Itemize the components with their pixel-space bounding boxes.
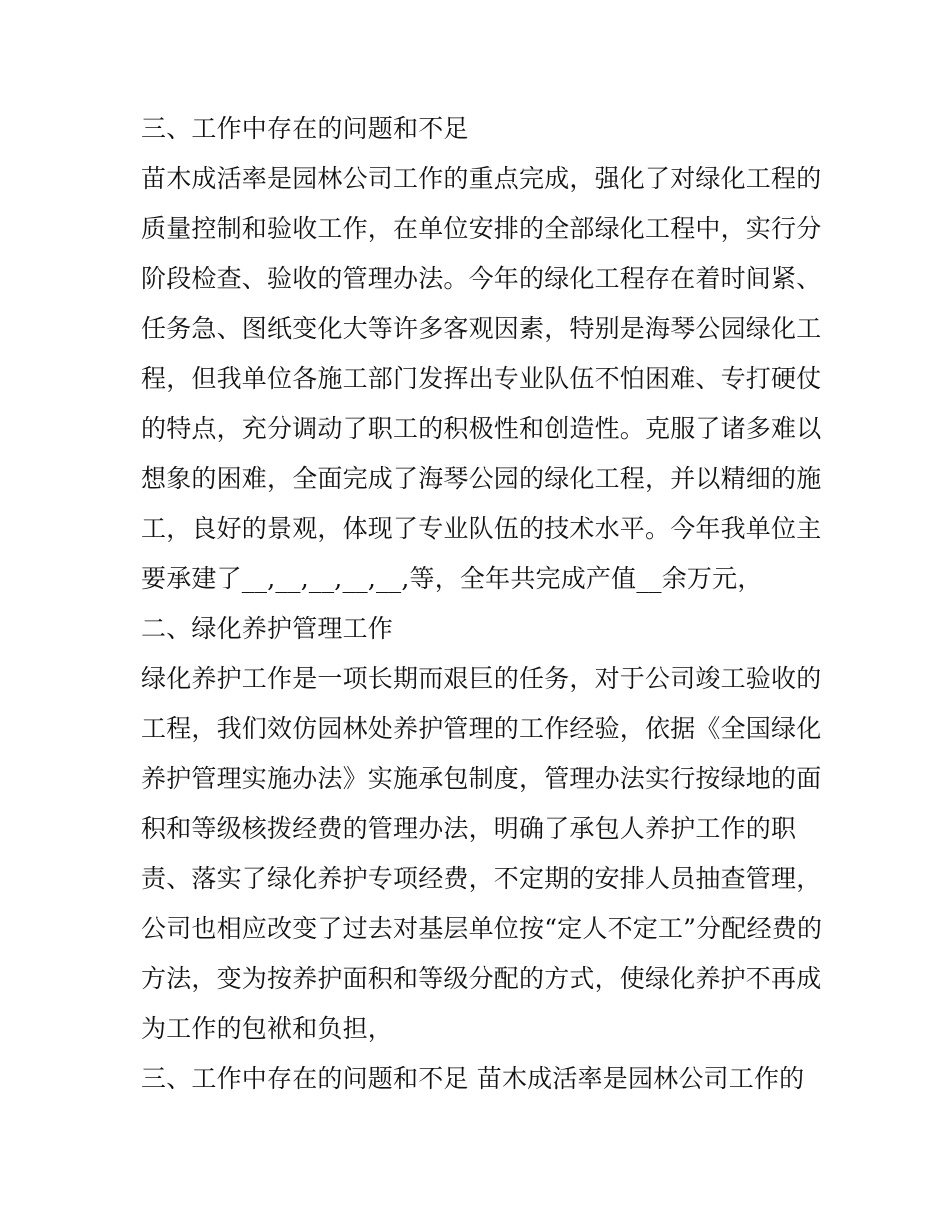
paragraph-line: 责、落实了绿化养护专项经费，不定期的安排人员抽查管理，: [141, 864, 822, 893]
paragraph-line: 的特点，充分调动了职工的积极性和创造性。克服了诸多难以: [141, 414, 822, 443]
paragraph-line: 工，良好的景观，体现了专业队伍的技术水平。今年我单位主: [141, 514, 822, 543]
section-heading: 二、绿化养护管理工作: [141, 614, 394, 643]
paragraph-line: 任务急、图纸变化大等许多客观因素，特别是海琴公园绿化工: [141, 314, 822, 343]
paragraph-line: 想象的困难，全面完成了海琴公园的绿化工程，并以精细的施: [141, 464, 822, 493]
paragraph-line: 公司也相应改变了过去对基层单位按“定人不定工”分配经费的: [141, 914, 823, 943]
paragraph-line: 养护管理实施办法》实施承包制度，管理办法实行按绿地的面: [141, 764, 822, 793]
section-heading: 三、工作中存在的问题和不足: [141, 114, 469, 143]
paragraph-line: 程，但我单位各施工部门发挥出专业队伍不怕困难、专打硬仗: [141, 364, 822, 393]
paragraph-line: 绿化养护工作是一项长期而艰巨的任务，对于公司竣工验收的: [141, 664, 822, 693]
paragraph-line: 要承建了__,__,__,__,__,等，全年共完成产值__余万元，: [141, 564, 763, 593]
paragraph-line: 苗木成活率是园林公司工作的重点完成，强化了对绿化工程的: [141, 164, 822, 193]
paragraph-line: 质量控制和验收工作，在单位安排的全部绿化工程中，实行分: [141, 214, 822, 243]
paragraph-line: 为工作的包袱和负担，: [141, 1014, 394, 1043]
paragraph-line: 方法，变为按养护面积和等级分配的方式，使绿化养护不再成: [141, 964, 822, 993]
paragraph-line: 阶段检查、验收的管理办法。今年的绿化工程存在着时间紧、: [141, 264, 822, 293]
paragraph-line: 三、工作中存在的问题和不足 苗木成活率是园林公司工作的: [141, 1064, 805, 1093]
paragraph-line: 工程，我们效仿园林处养护管理的工作经验，依据《全国绿化: [141, 714, 822, 743]
paragraph-line: 积和等级核拨经费的管理办法，明确了承包人养护工作的职: [141, 814, 797, 843]
